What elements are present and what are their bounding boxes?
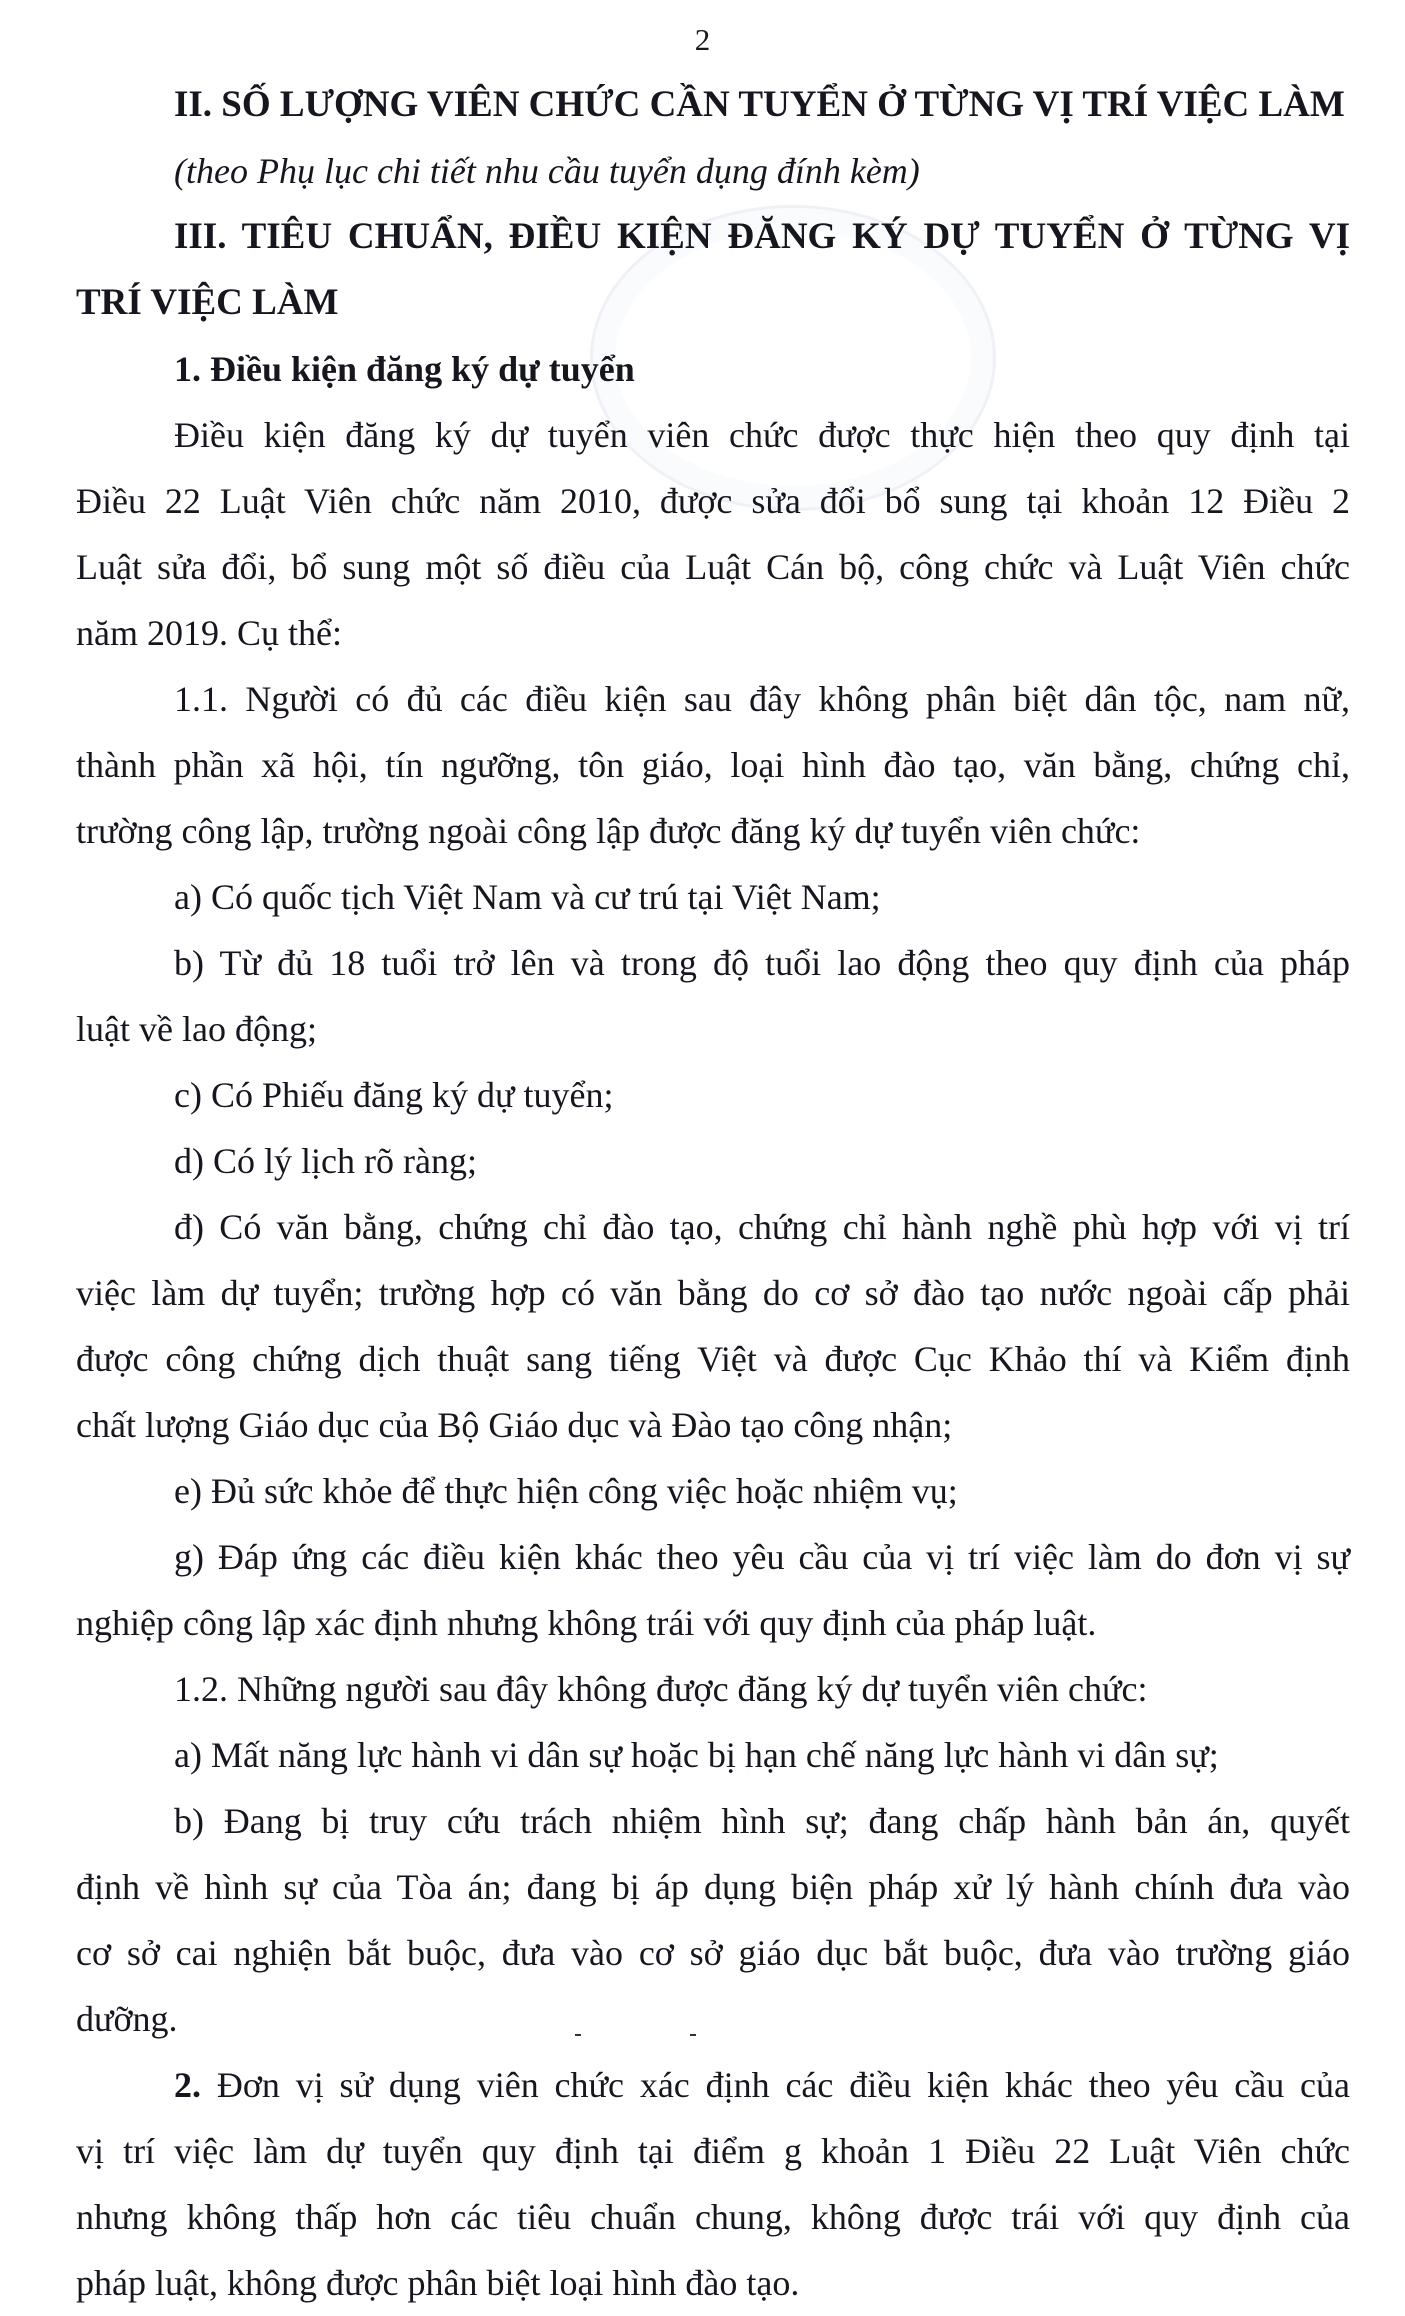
- item-b-line-2: luật về lao động;: [76, 1009, 317, 1049]
- intro-line-1: Điều kiện đăng ký dự tuyển viên chức được thực hiện theo quy định tại: [174, 415, 1350, 455]
- paragraph-2-line-2: vị trí việc làm dự tuyển quy định tại điểm g khoản 1 Điều 22 Luật Viên chức: [76, 2131, 1350, 2171]
- clause-1-2-item-b-line-2: định về hình sự của Tòa án; đang bị áp dụng biện pháp xử lý hành chính đưa vào: [76, 1867, 1350, 1907]
- item-b-line-1: b) Từ đủ 18 tuổi trở lên và trong độ tuổi lao động theo quy định của pháp: [174, 943, 1350, 983]
- paragraph-2-number: 2.: [174, 2065, 201, 2105]
- clause-1-2: 1.2. Những người sau đây không được đăng ký dự tuyển viên chức:: [174, 1669, 1148, 1709]
- paragraph-2-line-4: pháp luật, không được phân biệt loại hình đào tạo.: [76, 2263, 800, 2303]
- item-dd-line-2: việc làm dự tuyển; trường hợp có văn bằng do cơ sở đào tạo nước ngoài cấp phải: [76, 1273, 1350, 1313]
- clause-1-2-item-a: a) Mất năng lực hành vi dân sự hoặc bị hạn chế năng lực hành vi dân sự;: [174, 1735, 1219, 1775]
- section-ii-heading: II. SỐ LƯỢNG VIÊN CHỨC CẦN TUYỂN Ở TỪNG VỊ TRÍ VIỆC LÀM: [174, 84, 1345, 125]
- item-e: e) Đủ sức khỏe để thực hiện công việc hoặc nhiệm vụ;: [174, 1471, 958, 1511]
- item-g-line-2: nghiệp công lập xác định nhưng không trái với quy định của pháp luật.: [76, 1603, 1097, 1643]
- scan-dot: [690, 2034, 696, 2036]
- page-number: 2: [694, 22, 711, 57]
- clause-1-1-line-1: 1.1. Người có đủ các điều kiện sau đây không phân biệt dân tộc, nam nữ,: [174, 679, 1350, 719]
- item-a: a) Có quốc tịch Việt Nam và cư trú tại Việt Nam;: [174, 877, 881, 917]
- item-g-line-1: g) Đáp ứng các điều kiện khác theo yêu cầu của vị trí việc làm do đơn vị sự: [174, 1537, 1350, 1577]
- section-iii-heading-line-1: III. TIÊU CHUẨN, ĐIỀU KIỆN ĐĂNG KÝ DỰ TUYỂN Ở TỪNG VỊ: [174, 216, 1350, 257]
- item-c: c) Có Phiếu đăng ký dự tuyển;: [174, 1075, 614, 1115]
- item-dd-line-3: được công chứng dịch thuật sang tiếng Việt và được Cục Khảo thí và Kiểm định: [76, 1339, 1350, 1379]
- paragraph-2-line-3: nhưng không thấp hơn các tiêu chuẩn chung, không được trái với quy định của: [76, 2197, 1350, 2237]
- intro-line-4: năm 2019. Cụ thể:: [76, 613, 342, 653]
- clause-1-1-line-2: thành phần xã hội, tín ngưỡng, tôn giáo, loại hình đào tạo, văn bằng, chứng chỉ,: [76, 745, 1350, 785]
- scan-dot: [575, 2034, 581, 2036]
- section-iii-heading-line-2: TRÍ VIỆC LÀM: [76, 282, 339, 323]
- paragraph-2-line-1-text: Đơn vị sử dụng viên chức xác định các điều kiện khác theo yêu cầu của: [201, 2065, 1350, 2105]
- clause-1-2-item-b-line-4: dưỡng.: [76, 1999, 178, 2039]
- paragraph-2-line-1: [76, 2052, 1350, 2118]
- section-ii-note: (theo Phụ lục chi tiết nhu cầu tuyển dụng đính kèm): [174, 151, 920, 191]
- document-body: [76, 72, 1350, 2316]
- clause-1-1-line-3: trường công lập, trường ngoài công lập được đăng ký dự tuyển viên chức:: [76, 811, 1141, 851]
- clause-1-2-item-b-line-3: cơ sở cai nghiện bắt buộc, đưa vào cơ sở giáo dục bắt buộc, đưa vào trường giáo: [76, 1933, 1350, 1973]
- item-d: d) Có lý lịch rõ ràng;: [174, 1141, 477, 1181]
- intro-line-3: Luật sửa đổi, bổ sung một số điều của Luật Cán bộ, công chức và Luật Viên chức: [76, 547, 1350, 587]
- intro-line-2: Điều 22 Luật Viên chức năm 2010, được sửa đổi bổ sung tại khoản 12 Điều 2: [76, 481, 1350, 521]
- item-dd-line-4: chất lượng Giáo dục của Bộ Giáo dục và Đào tạo công nhận;: [76, 1405, 953, 1445]
- scan-artifact-dots: [0, 2034, 1405, 2044]
- subsection-1-heading: 1. Điều kiện đăng ký dự tuyển: [174, 349, 635, 389]
- clause-1-2-item-b-line-1: b) Đang bị truy cứu trách nhiệm hình sự; đang chấp hành bản án, quyết: [174, 1801, 1350, 1841]
- item-dd-line-1: đ) Có văn bằng, chứng chỉ đào tạo, chứng chỉ hành nghề phù hợp với vị trí: [174, 1207, 1350, 1247]
